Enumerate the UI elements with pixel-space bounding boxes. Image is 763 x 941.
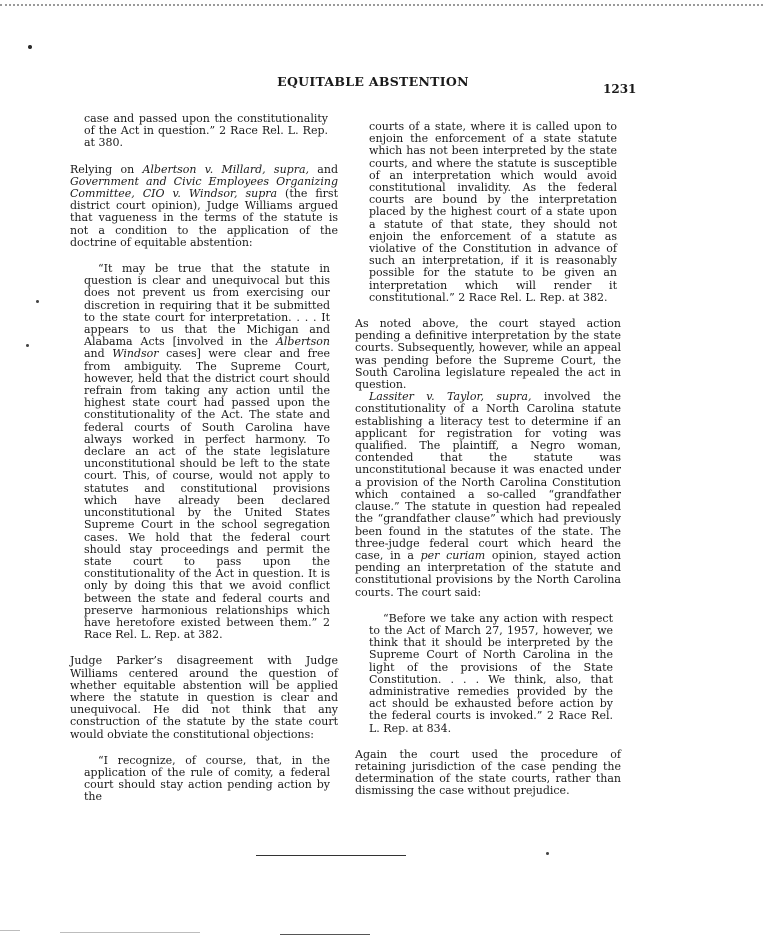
block-quote-parker-continued: courts of a state, where it is called upon to enjoin the enforcement of a state statute which has not been interpreted by the state courts, and where the statute is susceptible of an interpretation which would avoid constitutional invalidity. As the federal courts are bound by the interpretation placed by the highest court of a state upon a statute of that state, they should not enjoin the enforcement of a statute as violative of the Constitution in advance of such an interpretation, if it is reasonably possible for the statute to be given an interpretation which will render it constitutional.” 2 Race Rel. L. Rep. at 382. — [369, 120, 617, 304]
text-run: Relying on — [70, 162, 143, 176]
text-run: “It may be true that the statute in question is clear and unequivocal but this does not prevent us from exercising our discretion in requiring that it be submitted to the state court for interpretation. . . . It appears to us that the Michigan and Alabama Acts [involved in the — [84, 262, 330, 349]
page-number: 1231 — [603, 82, 637, 96]
case-citation: Windsor — [112, 347, 159, 361]
paragraph-again: Again the court used the procedure of retaining jurisdiction of the case pending the determination of the state courts, rather than dismissing the case without prejudice. — [355, 747, 621, 798]
top-edge-perforation — [0, 4, 763, 6]
left-column — [70, 113, 338, 818]
paragraph-relying-on — [70, 164, 338, 249]
paragraph-parker: Judge Parker’s disagreement with Judge Williams centered around the question of whether equitable abstention will be applied where the statute in question is clear and unequivocal. He did not think that any construction of the statute by the state court would obviate the constitutional objections: — [70, 654, 338, 741]
paragraph-noted-above: As noted above, the court stayed action pending a definitive interpretation by the state courts. Subsequently, however, while an appeal was pending before the Supreme Court, the South Carolina legislature repealed the act in question. — [355, 317, 621, 392]
right-column — [355, 121, 621, 812]
section-rule — [256, 855, 406, 856]
text-run: opinion, stayed action pending an interpretation of the statute and constitutional provisions by the North Carolina courts. The court said: — [355, 548, 621, 599]
bottom-edge-mark — [60, 932, 200, 933]
block-quote-parker-start: “I recognize, of course, that, in the application of the rule of comity, a federal court should stay action pending action by the — [84, 753, 330, 804]
running-head: EQUITABLE ABSTENTION — [277, 74, 469, 89]
text-run: (the first district court opinion), Judge Williams argued that vagueness in the terms of the statute is not a condition to the application of the doctrine of equitable abstention: — [70, 187, 338, 249]
margin-mark — [28, 45, 32, 49]
italic-term: per curiam — [420, 548, 486, 562]
text-run: involved the constitutionality of a North Carolina statute establishing a literacy test to determine if an applicant for registration for voting was qualified. The plaintiff, a Negro woman, contended that the statute was unconstitutional because it was enacted under a provision of the North Carolina Constitution which contained a so-called “grandfather clause.” The statute in question had repealed the “grandfather clause” which had previously been found in the statutes of the state. The three-judge federal court which heard the case, in a — [355, 390, 622, 562]
paragraph-lassiter — [355, 391, 621, 598]
text-run: and — [84, 347, 113, 361]
case-citation: Government and Civic Employees Organizing Committee, CIO v. Windsor, supra — [70, 174, 338, 201]
block-quote-lassiter: “Before we take any action with respect to the Act of March 27, 1957, however, we think that it should be interpreted by the Supreme Court of North Carolina in the light of the provisions of the State Constitution. . . . We think, also, that administrative remedies provided by the act should be exhausted before action by the federal courts is invoked.” 2 Race Rel. L. Rep. at 834. — [369, 611, 613, 735]
quote-continuation: case and passed upon the constitutionality of the Act in question.” 2 Race Rel. L. Rep. at 380. — [84, 112, 328, 150]
block-quote-williams — [70, 263, 338, 641]
margin-mark — [26, 344, 29, 347]
text-run: cases] were clear and free from ambiguity. The Supreme Court, however, held that the district court should refrain from taking any action until the highest state court had passed upon the constitutionality of the Act. The state and federal courts of South Carolina have always worked in perfect harmony. To declare an act of the state legislature unconstitutional should be left to the state court. This, of course, would not apply to statutes and constitutional provisions which have already been declared unconstitutional by the United States Supreme Court in the school segregation cases. We hold that the federal court should stay proceedings and permit the state court to pass upon the constitutionality of the Act in question. It is only by doing this that we avoid conflict between the state and federal courts and preserve harmonious relationships which have heretofore existed between them.” 2 Race Rel. L. Rep. at 382. — [84, 347, 330, 642]
case-citation: Albertson — [275, 335, 330, 349]
bottom-edge-mark — [280, 934, 370, 935]
text-run: and — [309, 162, 338, 176]
case-citation: Albertson v. Millard, supra, — [142, 162, 310, 176]
bottom-edge-mark — [0, 930, 20, 931]
margin-mark — [36, 300, 39, 303]
case-citation: Lassiter v. Taylor, supra, — [369, 390, 532, 404]
margin-mark — [546, 852, 549, 855]
